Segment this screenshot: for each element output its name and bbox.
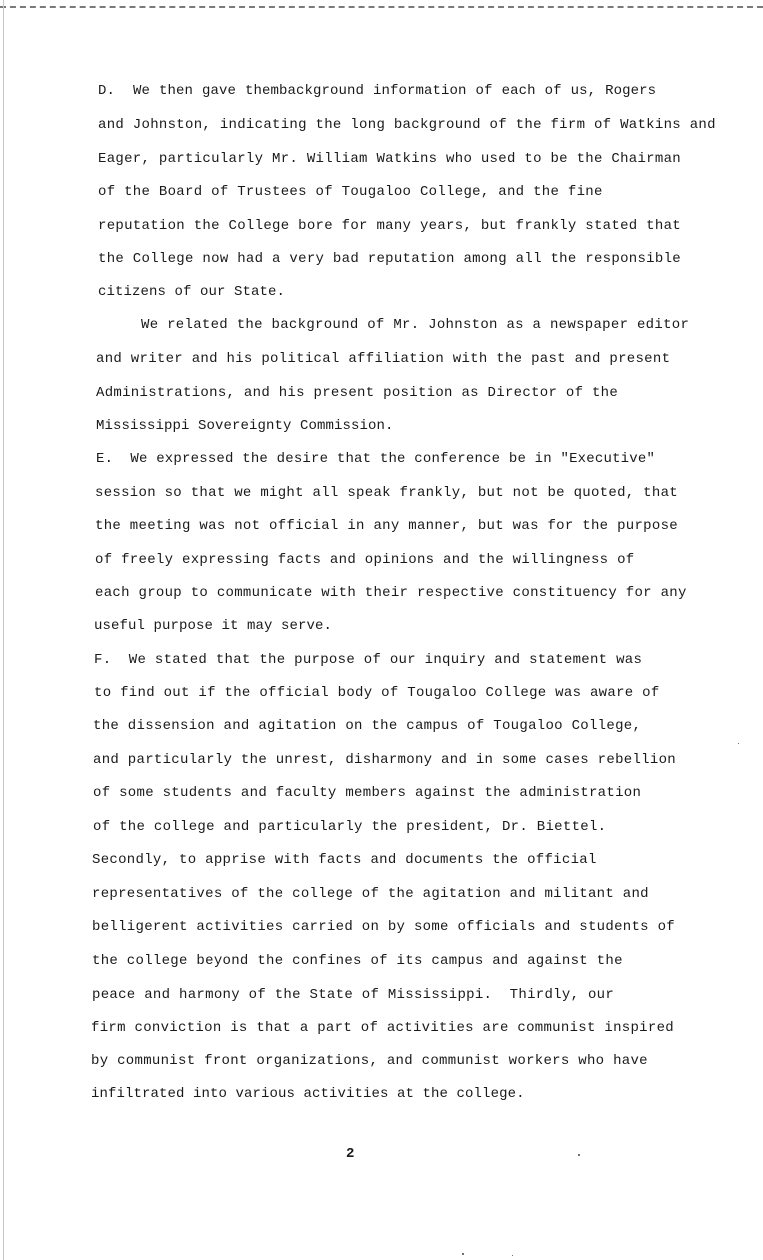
para-f-line-14: infiltrated into various activities at the college. (91, 1086, 525, 1102)
para-f-line-6: of the college and particularly the president, Dr. Biettel. (93, 819, 607, 835)
para-d-line-2: and Johnston, indicating the long background of the firm of Watkins and (98, 117, 716, 133)
para-f-line-3: the dissension and agitation on the campus of Tougaloo College, (93, 718, 642, 734)
para-f-line-5: of some students and faculty members against the administration (93, 785, 642, 801)
para-d-line-6: the College now had a very bad reputation among all the responsible (98, 251, 681, 267)
scan-speck (738, 743, 739, 744)
scan-speck (512, 1255, 513, 1256)
para-f-line-1: F. We stated that the purpose of our inquiry and statement was (94, 652, 643, 668)
para-related-line-3: Administrations, and his present position as Director of the (96, 385, 619, 401)
page-left-edge (3, 0, 4, 1260)
para-e-line-2: session so that we might all speak frankly, but not be quoted, that (95, 485, 678, 501)
para-f-line-12: firm conviction is that a part of activities are communist inspired (91, 1020, 674, 1036)
para-d-line-3: Eager, particularly Mr. William Watkins who used to be the Chairman (98, 151, 681, 167)
para-e-line-1: E. We expressed the desire that the conference be in "Executive" (96, 451, 656, 467)
scan-speck (462, 1253, 464, 1255)
para-e-line-5: each group to communicate with their respective constituency for any (95, 585, 687, 601)
para-d-line-4: of the Board of Trustees of Tougaloo College, and the fine (98, 184, 603, 200)
para-f-line-11: peace and harmony of the State of Mississippi. Thirdly, our (92, 987, 615, 1003)
para-d-line-1: D. We then gave thembackground information of each of us, Rogers (98, 83, 657, 99)
para-f-line-2: to find out if the official body of Tougaloo College was aware of (94, 685, 660, 701)
para-e-line-6: useful purpose it may serve. (94, 618, 333, 634)
para-related-line-1: We related the background of Mr. Johnston as a newspaper editor (141, 317, 690, 333)
page-top-edge (0, 6, 763, 8)
para-f-line-13: by communist front organizations, and communist workers who have (91, 1053, 648, 1069)
para-f-line-7: Secondly, to apprise with facts and documents the official (92, 852, 597, 868)
para-e-line-3: the meeting was not official in any manner, but was for the purpose (95, 518, 678, 534)
para-related-line-2: and writer and his political affiliation with the past and present (96, 351, 671, 367)
para-f-line-8: representatives of the college of the agitation and militant and (92, 886, 649, 902)
para-e-line-4: of freely expressing facts and opinions and the willingness of (95, 552, 635, 568)
para-d-line-7: citizens of our State. (98, 284, 286, 300)
para-f-line-10: the college beyond the confines of its campus and against the (92, 953, 623, 969)
page-number: 2 (346, 1146, 355, 1162)
scan-speck (578, 1154, 580, 1156)
para-related-line-4: Mississippi Sovereignty Commission. (96, 418, 394, 434)
para-f-line-9: belligerent activities carried on by some officials and students of (92, 919, 675, 935)
para-f-line-4: and particularly the unrest, disharmony and in some cases rebellion (93, 752, 676, 768)
para-d-line-5: reputation the College bore for many years, but frankly stated that (98, 218, 681, 234)
